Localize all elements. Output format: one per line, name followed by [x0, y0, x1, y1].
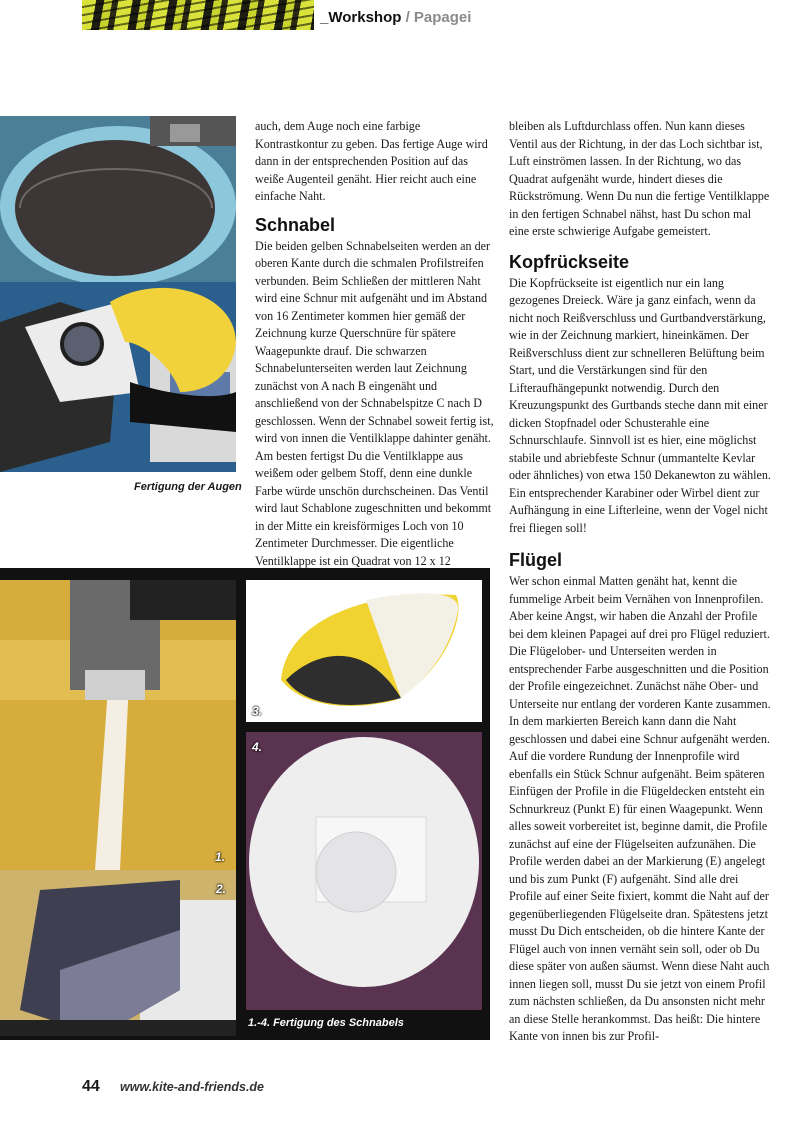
photo-beak-finished	[246, 580, 482, 722]
text-column-2	[509, 118, 771, 1046]
photo-eye-sewing	[0, 116, 236, 282]
paragraph: Die Kopfrückseite ist eigentlich nur ein lang gezogenes Dreieck. Wäre ja ganz einfach, wenn da nicht noch Reißverschluss und Gurtbandverstärkung, wie in der Zeichnung markiert, hineinkämen. Der Reißverschluss dient zur schnelleren Belüftung beim Start, und die Verstärkungen sind für den Lifteraufhängepunkt notwendig. Durch den Kreuzungspunkt des Gurtbands steche dann mit einer dicken Stopfnadel oder Schusterahle eine Schnurschlaufe. Sinnvoll ist es hier, eine möglichst stabile und abriebfeste Schnur (ummantelte Kevlar oder ähnliches) von etwa 150 Dekanewton zu wählen. Ein entsprechender Karabiner oder Wirbel dient zur Aufhängung in eine Lifterleine, wenn der Vogel nicht frei fliegen soll!	[509, 275, 771, 535]
paragraph: bleiben als Luftdurchlass offen. Nun kann dieses Ventil aus der Richtung, in der das Loch sichtbar ist, Luft einströmen lassen. In der Richtung, wo das Quadrat aufgenäht wurde, hindert dieses die Rückströmung. Wenn Du nun die fertige Ventilklappe in den fertigen Schnabel nähst, hast Du schon mal eine erste schwierige Aufgabe gemeistert.	[509, 119, 770, 238]
photo-number-3: 3.	[252, 704, 263, 718]
heading-kopfrueckseite: Kopfrückseite	[509, 251, 630, 272]
photo-number-2: 2.	[216, 882, 227, 896]
header-subsection: Papagei	[413, 9, 472, 26]
photo-eye-head	[0, 282, 236, 472]
caption-beak: 1.-4. Fertigung des Schnabels	[248, 1017, 404, 1029]
heading-fluegel: Flügel	[509, 550, 562, 570]
header-artwork	[82, 0, 314, 30]
footer-url[interactable]: www.kite-and-friends.de	[120, 1080, 265, 1094]
photo-beak-sewing-1	[0, 580, 236, 870]
paragraph: auch, dem Auge noch eine farbige Kontrastkontur zu geben. Das fertige Auge wird dann in der entsprechenden Position auf das weiße Augenteil genäht. Hier reicht auch eine einfache Naht.	[255, 119, 488, 203]
photo-valve	[246, 732, 482, 1010]
paragraph: Die beiden gelben Schnabelseiten werden an der oberen Kante durch die schmalen Profilstreifen verbunden. Beim Schließen der mittleren Naht wird eine Schnur mit aufgenäht und im Abstand von 16 Zentimeter kommen hier gemäß der Zeichnung kurze Querschnüre für spätere Waagepunkte drauf. Die schwarzen Schnabelunterseiten werden laut Zeichnung zunächst von A nach B eingenäht und anschließend von der Schnabelspitze C nach D geschlossen. Wenn der Schnabel soweit fertig ist, wird von innen die Ventilklappe dahinter genäht. Am besten fertigst Du die Ventilklappe aus weißem oder gelbem Stoff, denn eine dunkle Farbe würde unschön durchscheinen. Das Ventil wird laut Schablone zugeschnitten und bekommt in der Mitte ein kreisförmiges Loch von 10 Zentimeter Durchmesser. Die eigentliche Ventilklappe ist ein Quadrat von 12 x 12	[255, 238, 494, 568]
caption-eyes: Fertigung der Augen	[134, 481, 242, 493]
text-column-1	[255, 118, 495, 640]
page-number: 44	[82, 1078, 100, 1095]
page-header	[320, 9, 471, 26]
heading-schnabel: Schnabel	[255, 214, 336, 235]
photo-number-1: 1.	[215, 850, 226, 864]
header-separator: /	[401, 9, 414, 26]
photo-number-4: 4.	[252, 740, 263, 754]
header-section: _Workshop	[320, 9, 402, 26]
photo-beak-sewing-2	[0, 870, 236, 1036]
paragraph: Wer schon einmal Matten genäht hat, kennt die fummelige Arbeit beim Vernähen von Innenprofilen. Aber keine Angst, wir haben die Anzahl der Profile bei dem kleinen Papagei auf drei pro Flügel reduziert. Die Flügelober- und Unterseiten werden in entsprechender Farbe ausgeschnitten und die Position der Profile eingezeichnet. Zunächst nähe Ober- und Unterseite nur entlang der vorderen Kante zusammen. In dem markierten Bereich kann dann die Naht geschlossen und dabei eine Schnur aufgenäht werden. Auf die vordere Rundung der Innenprofile wird ebenfalls ein Stück Schnur aufgenäht. Beim späteren Einfügen der Profile in die Flügeldecken entsteht ein Schnurkreuz (Punkt E) für einen Waagepunkt. Wenn alles soweit vorbereitet ist, beginne damit, die Profile zunächst auf eine der Flügelseiten aufzunähen. Die Profile werden dabei an der Markierung (E) angelegt und bis zum Punkt (F) aufgenäht. Sind alle drei Profile auf einer Seite fixiert, kommt die Naht auf der gegenüberliegenden Flügelseite dran. Spätestens jetzt musst Du Dich entscheiden, ob die hintere Kante der Flügel auch von innen vernäht sein soll, oder ob Du diese später von außen säumst. Wenn diese Naht auch innen liegen soll, musst Du sie jetzt von einem Profil zum nächsten schließen, da Du ansonsten nicht mehr an diese Stelle herankommst. Das heißt: Die hintere Kante von innen bis zur Profil-	[509, 574, 771, 1043]
